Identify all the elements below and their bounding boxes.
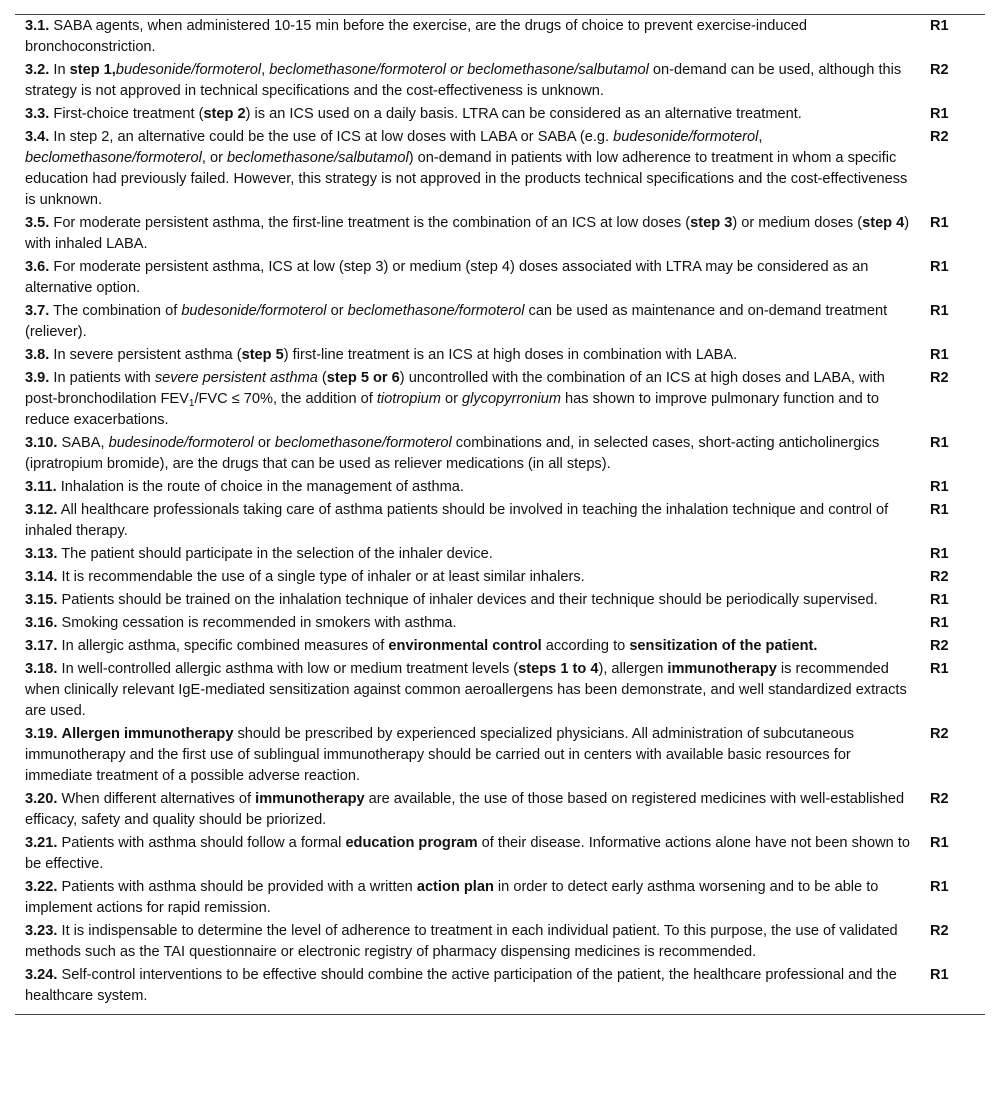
recommendation-number: 3.5. xyxy=(25,215,50,231)
recommendation-text xyxy=(15,15,920,59)
bold-text: step 1, xyxy=(69,62,116,78)
recommendation-grade: R1 xyxy=(930,347,949,363)
table-row xyxy=(15,723,985,788)
recommendation-grade: R2 xyxy=(930,923,949,939)
table-row xyxy=(15,635,985,658)
text-segment: Patients should be trained on the inhalation technique of inhaler devices and their technique should be periodically supervised. xyxy=(57,592,878,608)
recommendation-number: 3.7. xyxy=(25,303,50,319)
table-row xyxy=(15,126,985,212)
recommendation-number: 3.15. xyxy=(25,592,58,608)
table-row xyxy=(15,367,985,432)
text-segment: on-demand can be used, although this strategy is not approved in technical specifications and the cost-effectiveness is unknown. xyxy=(25,62,902,99)
recommendation-number: 3.21. xyxy=(25,835,58,851)
recommendations-table-body xyxy=(15,15,985,1008)
italic-text: budesonide/formoterol xyxy=(181,303,327,319)
text-segment: In patients with xyxy=(49,370,155,386)
recommendation-grade: R1 xyxy=(930,479,949,495)
recommendation-text xyxy=(15,589,920,612)
recommendation-number: 3.18. xyxy=(25,661,58,677)
table-row xyxy=(15,658,985,723)
text-segment: can be used as maintenance and on-demand treatment (reliever). xyxy=(25,303,888,340)
recommendation-grade: R1 xyxy=(930,303,949,319)
text-segment: or xyxy=(326,303,348,319)
text-segment: For moderate persistent asthma, the first-line treatment is the combination of an ICS at low doses ( xyxy=(49,215,691,231)
recommendation-text xyxy=(15,300,920,344)
text-segment: of their disease. Informative actions alone have not been shown to be effective. xyxy=(25,835,911,872)
italic-text: beclomethasone/formoterol xyxy=(274,435,452,451)
recommendation-grade: R1 xyxy=(930,879,949,895)
text-segment: In allergic asthma, specific combined measures of xyxy=(57,638,389,654)
bold-text: step 5 xyxy=(241,347,284,363)
recommendation-grade: R1 xyxy=(930,546,949,562)
recommendation-grade: R1 xyxy=(930,259,949,275)
text-segment: , xyxy=(261,62,270,78)
text-segment: , or xyxy=(201,150,227,166)
text-segment: has shown to improve pulmonary function and to reduce exacerbations. xyxy=(25,391,879,428)
recommendation-grade: R1 xyxy=(930,661,949,677)
recommendations-table-container xyxy=(15,14,985,1015)
text-segment: In well-controlled allergic asthma with low or medium treatment levels ( xyxy=(57,661,519,677)
text-segment: min before the exercise, are the drugs of choice to prevent exercise-induced bronchoconstriction. xyxy=(25,18,808,55)
recommendation-number: 3.6. xyxy=(25,259,50,275)
text-segment: All healthcare professionals taking care of asthma patients should be involved in teaching the inhalation technique and control of inhaled therapy. xyxy=(25,502,889,539)
recommendation-number: 3.12. xyxy=(25,502,58,518)
recommendation-grade: R1 xyxy=(930,835,949,851)
text-segment: ( xyxy=(317,370,327,386)
recommendation-grade: R2 xyxy=(930,62,949,78)
recommendation-text xyxy=(15,212,920,256)
text-segment: ) uncontrolled with the combination of an ICS at high doses and LABA, with post-bronchodilation FEV xyxy=(25,370,885,407)
text-segment: should be prescribed by experienced specialized physicians. All administration of subcutaneous immunotherapy and the first use of sublingual immunotherapy should be carried out in centers with available basic resources for immediate treatment of a possible adverse reaction. xyxy=(25,726,855,784)
subscript-text: 1 xyxy=(188,398,195,409)
recommendation-grade: R2 xyxy=(930,791,949,807)
bold-text: step 5 or 6 xyxy=(326,370,400,386)
recommendation-grade: R1 xyxy=(930,18,949,34)
recommendation-text xyxy=(15,499,920,543)
table-row xyxy=(15,964,985,1008)
text-segment: ), allergen xyxy=(598,661,668,677)
text-segment: When different alternatives of xyxy=(57,791,256,807)
table-row xyxy=(15,832,985,876)
recommendation-number: 3.4. xyxy=(25,129,50,145)
text-segment: In xyxy=(49,62,70,78)
table-row xyxy=(15,499,985,543)
text-segment: according to xyxy=(541,638,630,654)
table-row xyxy=(15,566,985,589)
recommendation-text xyxy=(15,126,920,212)
table-row xyxy=(15,476,985,499)
recommendation-grade: R1 xyxy=(930,106,949,122)
recommendation-number: 3.13. xyxy=(25,546,58,562)
recommendation-grade: R1 xyxy=(930,502,949,518)
recommendation-number: 3.3. xyxy=(25,106,50,122)
bold-text: action plan xyxy=(416,879,494,895)
italic-text: beclomethasone/formoterol or beclomethasone/salbutamol xyxy=(269,62,649,78)
text-segment: In step 2, an alternative could be the use of ICS at low doses with LABA or SABA (e.g. xyxy=(49,129,614,145)
text-segment: Smoking cessation is recommended in smokers with asthma. xyxy=(57,615,457,631)
recommendation-text xyxy=(15,832,920,876)
text-segment: It is recommendable the use of a single type of inhaler or at least similar inhalers. xyxy=(57,569,585,585)
recommendation-number: 3.22. xyxy=(25,879,58,895)
recommendation-grade: R2 xyxy=(930,638,949,654)
recommendation-number: 3.14. xyxy=(25,569,58,585)
text-segment: In severe persistent asthma ( xyxy=(49,347,242,363)
recommendation-text xyxy=(15,612,920,635)
recommendation-text xyxy=(15,256,920,300)
recommendation-grade: R2 xyxy=(930,370,949,386)
table-row xyxy=(15,589,985,612)
recommendation-grade: R1 xyxy=(930,592,949,608)
table-row xyxy=(15,300,985,344)
text-segment: , xyxy=(758,129,763,145)
recommendation-number: 3.16. xyxy=(25,615,58,631)
table-row xyxy=(15,876,985,920)
bold-text: sensitization of the patient. xyxy=(629,638,818,654)
text-segment: or xyxy=(440,391,463,407)
italic-text: beclomethasone/formoterol xyxy=(25,150,202,166)
recommendation-grade: R1 xyxy=(930,615,949,631)
text-segment: ) on-demand in patients with low adherence to treatment in whom a specific education had previously failed. However, this strategy is not approved in the products technical specifications and the cost-effectiveness is unknown. xyxy=(25,150,908,208)
recommendation-number: 3.10. xyxy=(25,435,58,451)
recommendation-number: 3.1. xyxy=(25,18,50,34)
text-segment: ) first-line treatment is an ICS at high doses in combination with LABA. xyxy=(283,347,738,363)
text-segment: is recommended when clinically relevant IgE-mediated sensitization against common aeroallergens has been demonstrate, and well standardized extracts are used. xyxy=(25,661,907,719)
recommendation-text xyxy=(15,788,920,832)
table-row xyxy=(15,543,985,566)
recommendations-table xyxy=(15,15,985,1008)
recommendation-number: 3.24. xyxy=(25,967,58,983)
bold-text: step 4 xyxy=(862,215,905,231)
recommendation-text xyxy=(15,432,920,476)
bold-text: Allergen immunotherapy xyxy=(61,726,234,742)
recommendation-grade: R2 xyxy=(930,726,949,742)
table-row xyxy=(15,920,985,964)
text-segment: ) is an ICS used on a daily basis. LTRA can be considered as an alternative treatment. xyxy=(245,106,802,122)
recommendation-number: 3.19. xyxy=(25,726,58,742)
text-segment: Patients with asthma should be provided with a written xyxy=(57,879,417,895)
text-segment: SABA agents, when administered 10-15 xyxy=(49,18,316,34)
table-row xyxy=(15,344,985,367)
italic-text: budesonide/formoterol xyxy=(613,129,759,145)
recommendation-text xyxy=(15,658,920,723)
bold-text: environmental control xyxy=(388,638,542,654)
recommendation-grade: R2 xyxy=(930,569,949,585)
recommendation-number: 3.23. xyxy=(25,923,58,939)
table-row xyxy=(15,432,985,476)
recommendation-text xyxy=(15,103,920,126)
italic-text: budesonide/formoterol xyxy=(115,62,262,78)
text-segment: For moderate persistent asthma, ICS at low (step 3) or medium (step 4) doses associated with LTRA may be considered as an alternative option. xyxy=(25,259,869,296)
bold-text: immunotherapy xyxy=(255,791,365,807)
bold-text: steps 1 to 4 xyxy=(518,661,599,677)
italic-text: glycopyrronium xyxy=(462,391,561,407)
bold-text: step 2 xyxy=(203,106,246,122)
text-segment: /FVC ≤ 70%, the addition of xyxy=(194,391,377,407)
italic-text: severe persistent asthma xyxy=(154,370,318,386)
recommendation-number: 3.17. xyxy=(25,638,58,654)
recommendation-text xyxy=(15,543,920,566)
text-segment: SABA, xyxy=(57,435,109,451)
recommendation-text xyxy=(15,635,920,658)
text-segment: or xyxy=(253,435,275,451)
table-row xyxy=(15,212,985,256)
recommendation-text xyxy=(15,964,920,1008)
recommendation-text xyxy=(15,367,920,432)
text-segment: ) with inhaled LABA. xyxy=(25,215,910,252)
bold-text: education program xyxy=(345,835,478,851)
recommendation-grade: R1 xyxy=(930,215,949,231)
text-segment: Inhalation is the route of choice in the management of asthma. xyxy=(56,479,464,495)
table-row xyxy=(15,59,985,103)
table-row xyxy=(15,788,985,832)
recommendation-grade: R1 xyxy=(930,435,949,451)
text-segment: are available, the use of those based on registered medicines with well-established efficacy, safety and quality should be priorized. xyxy=(25,791,905,828)
text-segment: The patient should participate in the selection of the inhaler device. xyxy=(57,546,493,562)
italic-text: beclomethasone/salbutamol xyxy=(226,150,409,166)
recommendation-grade: R2 xyxy=(930,129,949,145)
bold-text: immunotherapy xyxy=(667,661,777,677)
italic-text: beclomethasone/formoterol xyxy=(347,303,525,319)
text-segment: First-choice treatment ( xyxy=(49,106,204,122)
table-row xyxy=(15,15,985,59)
recommendation-text xyxy=(15,59,920,103)
recommendation-grade: R1 xyxy=(930,967,949,983)
recommendation-number: 3.8. xyxy=(25,347,50,363)
table-row xyxy=(15,612,985,635)
recommendation-text xyxy=(15,876,920,920)
text-segment: combinations and, in selected cases, short-acting anticholinergics (ipratropium bromide), are the drugs that can be used as reliever medications (in all steps). xyxy=(25,435,880,472)
bold-text: step 3 xyxy=(690,215,733,231)
text-segment: ) or medium doses ( xyxy=(732,215,863,231)
recommendation-number: 3.9. xyxy=(25,370,50,386)
text-segment: in order to detect early asthma worsening and to be able to implement actions for rapid remission. xyxy=(25,879,879,916)
recommendation-number: 3.11. xyxy=(25,479,57,495)
table-row xyxy=(15,256,985,300)
italic-text: tiotropium xyxy=(376,391,441,407)
recommendation-number: 3.20. xyxy=(25,791,58,807)
recommendation-text xyxy=(15,723,920,788)
recommendation-text xyxy=(15,344,920,367)
italic-text: budesinode/formoterol xyxy=(108,435,254,451)
text-segment: The combination of xyxy=(49,303,182,319)
recommendation-text xyxy=(15,476,920,499)
text-segment: Self-control interventions to be effective should combine the active participation of the patient, the healthcare professional and the healthcare system. xyxy=(25,967,897,1004)
text-segment: It is indispensable to determine the level of adherence to treatment in each individual patient. To this purpose, the use of validated methods such as the TAI questionnaire or electronic registry of pharmacy dispensing medicines is recommended. xyxy=(25,923,898,960)
recommendation-text xyxy=(15,566,920,589)
text-segment: Patients with asthma should follow a formal xyxy=(57,835,346,851)
table-row xyxy=(15,103,985,126)
recommendation-text xyxy=(15,920,920,964)
recommendation-number: 3.2. xyxy=(25,62,50,78)
